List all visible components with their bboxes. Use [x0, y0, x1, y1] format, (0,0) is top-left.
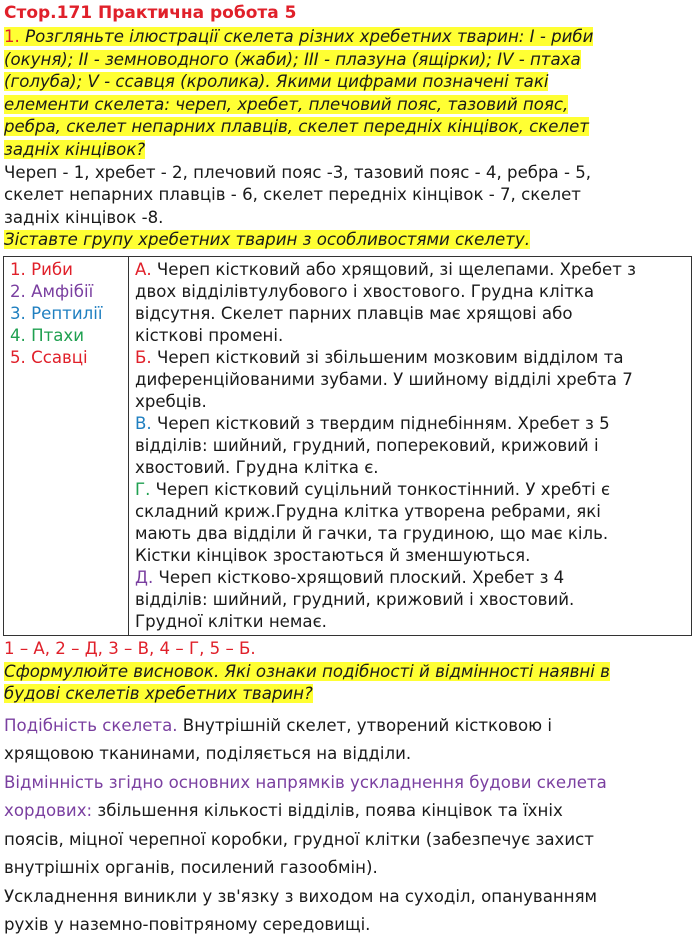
text-line	[135, 523, 687, 545]
text-span: відділів: шийний, грудний, крижовий і хвостовий.	[135, 589, 575, 609]
text-span: 3. Рептилії	[10, 303, 103, 323]
text-line	[135, 611, 687, 633]
text-line	[0, 883, 695, 912]
text-line	[0, 683, 695, 706]
text-span: відсутня. Скелет парних плавців має хрящові або	[135, 303, 573, 323]
text-line	[135, 589, 687, 611]
text-span: Б.	[135, 347, 157, 367]
text-line	[135, 325, 687, 347]
similarity-paragraph	[0, 712, 695, 769]
text-span: збільшення кількості відділів, поява кінцівок та їхніх	[92, 801, 563, 821]
text-line	[135, 391, 687, 413]
text-span: Череп кістково-хрящовий плоский. Хребет з 4	[158, 567, 565, 587]
text-line	[10, 347, 124, 369]
text-span: мають два відділи й гачки, та грудиною, що має кіль.	[135, 523, 609, 543]
text-span: 1. Риби	[10, 259, 73, 279]
text-span: Ускладнення виникли у зв'язку з виходом на суходіл, опануванням	[4, 886, 598, 906]
text-span: Череп - 1, хребет - 2, плечовий пояс -3, тазовий пояс - 4, ребра - 5,	[4, 162, 592, 182]
text-line	[135, 259, 687, 281]
text-span: Грудної клітки немає.	[135, 611, 327, 631]
text-span: 5. Ссавці	[10, 347, 88, 367]
text-span: 2. Амфібії	[10, 281, 94, 301]
features-column	[129, 256, 692, 635]
text-line	[135, 435, 687, 457]
text-line	[135, 347, 687, 369]
text-span: відділів: шийний, грудний, поперековий, крижовий і	[135, 435, 599, 455]
text-line	[10, 259, 124, 281]
text-span: 1.	[4, 27, 26, 46]
text-line	[135, 545, 687, 567]
text-span: Д.	[135, 567, 159, 587]
text-line	[0, 116, 695, 139]
text-line	[10, 281, 124, 303]
text-line	[0, 712, 695, 741]
text-span: складний криж.Грудна клітка утворена ребрами, які	[135, 501, 601, 521]
text-line	[135, 501, 687, 523]
conclusion-paragraph	[0, 883, 695, 940]
text-span: хвостовий. Грудна клітка є.	[135, 457, 379, 477]
text-span: елементи скелета: череп, хребет, плечовий пояс, тазовий пояс,	[4, 94, 569, 114]
text-line	[0, 826, 695, 855]
text-span: скелет непарних плавців - 6, скелет передніх кінцівок - 7, скелет	[4, 185, 581, 205]
text-span: ребра, скелет непарних плавців, скелет передніх кінцівок, скелет	[4, 117, 589, 137]
text-line	[0, 854, 695, 883]
text-line	[0, 661, 695, 684]
text-span: хрящовою тканинами, поділяється на відділи.	[4, 744, 412, 764]
text-line	[135, 369, 687, 391]
text-span: задніх кінцівок -8.	[4, 207, 164, 227]
text-span: Відмінність згідно основних напрямків ускладнення будови скелета	[4, 772, 607, 792]
task-2-question: Зіставте групу хребетних тварин з особливостями скелету.	[4, 230, 530, 250]
text-line	[135, 413, 687, 435]
text-span: внутрішніх органів, посилений газообмін).	[4, 858, 378, 878]
matching-table	[3, 256, 692, 636]
text-span: Череп кістковий суцільний тонкостінний. У хребті є	[155, 479, 611, 499]
text-span: поясів, міцної черепної коробки, грудної клітки (забезпечує захист	[4, 829, 594, 849]
text-span: Внутрішній скелет, утворений кістковою і	[177, 715, 552, 735]
text-line	[135, 457, 687, 479]
text-span: Сформулюйте висновок. Які ознаки подібності й відмінності наявні в	[4, 661, 610, 681]
text-line	[0, 184, 695, 207]
text-span: диференційованими зубами. У шийному відділі хребта 7	[135, 369, 633, 389]
text-line	[0, 207, 695, 230]
text-line	[0, 162, 695, 185]
task-1-answer	[0, 162, 695, 230]
text-span: будові скелетів хребетних тварин?	[4, 684, 313, 704]
page-title: Стор.171 Практична робота 5	[4, 3, 297, 23]
task-3-question	[0, 661, 695, 706]
text-line	[10, 303, 124, 325]
text-span: 4. Птахи	[10, 325, 85, 345]
text-line	[135, 303, 687, 325]
text-span: Череп кістковий або хрящовий, зі щелепами. Хребет з	[156, 259, 636, 279]
text-line	[0, 71, 695, 94]
text-line	[0, 26, 695, 49]
groups-column	[4, 256, 129, 635]
text-line	[0, 49, 695, 72]
text-line	[10, 325, 124, 347]
text-line	[135, 479, 687, 501]
text-span: двох відділівтулубового і хвостового. Грудна клітка	[135, 281, 595, 301]
task-2-answer: 1 – А, 2 – Д, 3 – В, 4 – Г, 5 – Б.	[4, 638, 256, 658]
text-line	[0, 911, 695, 940]
text-span: (окуня); II - земноводного (жаби); III - плазуна (ящірки); IV - птаха	[4, 49, 581, 69]
text-span: Подібність скелета.	[4, 715, 178, 735]
text-span: В.	[135, 413, 157, 433]
text-span: (голуба); V - ссавця (кролика). Якими цифрами позначені такі	[4, 72, 549, 92]
text-span: хребців.	[135, 391, 207, 411]
text-line	[135, 281, 687, 303]
text-span: рухів у наземно-повітряному середовищі.	[4, 915, 371, 935]
text-span: Череп кістковий з твердим піднебінням. Хребет з 5	[156, 413, 610, 433]
task-1-question	[0, 26, 695, 162]
text-span: А.	[135, 259, 157, 279]
difference-paragraph	[0, 769, 695, 883]
text-span: Кістки кінцівок зростаються й зменшуються.	[135, 545, 531, 565]
text-line	[135, 567, 687, 589]
text-span: Череп кістковий зі збільшеним мозковим відділом та	[156, 347, 624, 367]
text-line	[0, 797, 695, 826]
text-line	[0, 740, 695, 769]
text-line	[0, 139, 695, 162]
text-line	[0, 769, 695, 798]
text-span: хордових:	[4, 801, 93, 821]
text-span: Розгляньте ілюстрації скелета різних хребетних тварин: I - риби	[25, 27, 594, 46]
text-line	[0, 94, 695, 117]
text-span: кісткові промені.	[135, 325, 284, 345]
text-span: Г.	[135, 479, 156, 499]
text-span: задніх кінцівок?	[4, 139, 146, 159]
